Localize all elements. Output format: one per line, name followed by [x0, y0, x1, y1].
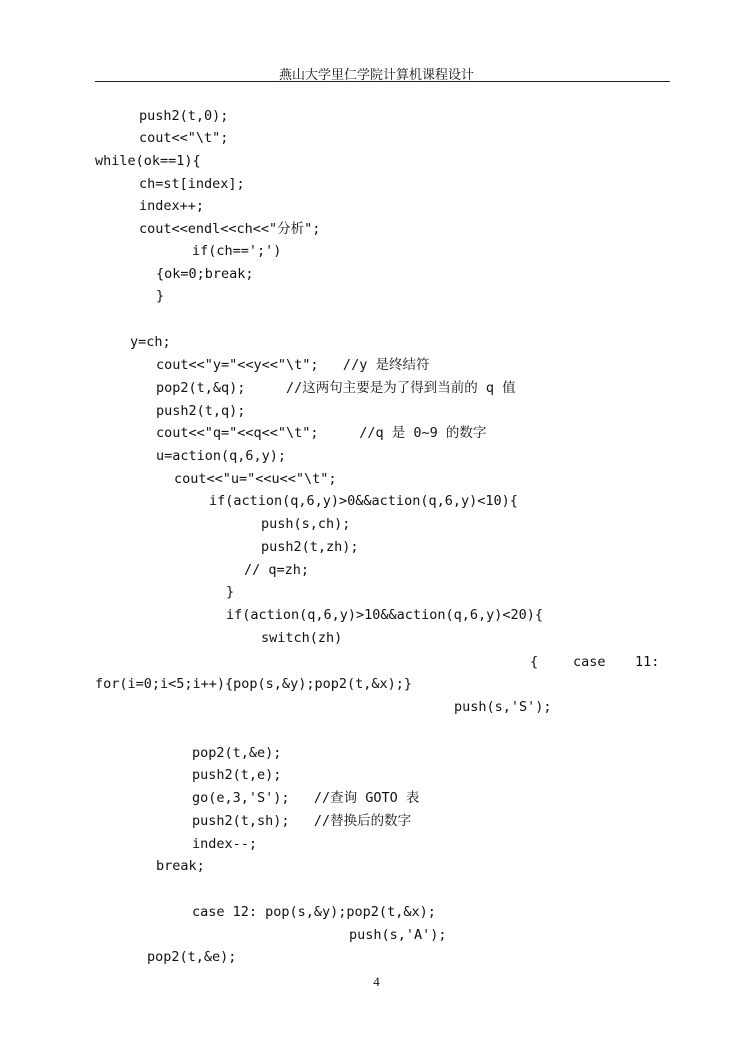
code-line: push(s,ch); — [261, 516, 351, 532]
code-line: ch=st[index]; — [139, 176, 245, 192]
code-line: push2(t,0); — [139, 108, 229, 124]
code-line: case — [573, 654, 606, 670]
code-line: 11: — [635, 654, 660, 670]
code-line: break; — [156, 858, 205, 874]
code-line: for(i=0;i<5;i++){pop(s,&y);pop2(t,&x);} — [95, 676, 412, 692]
code-line: push(s,'S'); — [454, 699, 552, 715]
code-line: push2(t,q); — [156, 403, 246, 419]
code-line: cout<<"q="<<q<<"\t"; //q 是 0~9 的数字 — [156, 425, 487, 441]
code-line: cout<<"y="<<y<<"\t"; //y 是终结符 — [156, 357, 430, 373]
code-line: if(ch==';') — [192, 243, 282, 259]
code-line: push2(t,zh); — [261, 539, 359, 555]
code-line: } — [226, 584, 235, 600]
page-number: 4 — [373, 974, 380, 989]
code-line: index--; — [192, 836, 258, 852]
code-line: cout<<endl<<ch<<"分析"; — [139, 221, 321, 237]
code-line: // q=zh; — [244, 562, 310, 578]
code-line: push(s,'A'); — [349, 927, 447, 943]
code-line: if(action(q,6,y)>10&&action(q,6,y)<20){ — [226, 607, 543, 623]
code-line: cout<<"\t"; — [139, 130, 229, 146]
code-line: {ok=0;break; — [156, 266, 254, 282]
code-line: index++; — [139, 198, 205, 214]
code-line: if(action(q,6,y)>0&&action(q,6,y)<10){ — [209, 493, 518, 509]
code-line: cout<<"u="<<u<<"\t"; — [174, 471, 337, 487]
code-line: pop2(t,&q); //这两句主要是为了得到当前的 q 值 — [156, 380, 516, 396]
code-line: push2(t,e); — [192, 767, 282, 783]
code-line: case 12: pop(s,&y);pop2(t,&x); — [192, 904, 436, 920]
code-line: pop2(t,&e); — [147, 949, 237, 965]
header-divider — [95, 81, 670, 82]
code-line: { — [530, 654, 539, 670]
code-line: push2(t,sh); //替换后的数字 — [192, 813, 412, 829]
code-line: while(ok==1){ — [95, 153, 201, 169]
code-line: go(e,3,'S'); //查询 GOTO 表 — [192, 790, 420, 806]
page-header-title: 燕山大学里仁学院计算机课程设计 — [278, 68, 474, 83]
code-line: pop2(t,&e); — [192, 745, 282, 761]
code-line: } — [156, 288, 165, 304]
code-line: u=action(q,6,y); — [156, 448, 287, 464]
code-line: switch(zh) — [261, 630, 343, 646]
code-line: y=ch; — [130, 334, 171, 350]
